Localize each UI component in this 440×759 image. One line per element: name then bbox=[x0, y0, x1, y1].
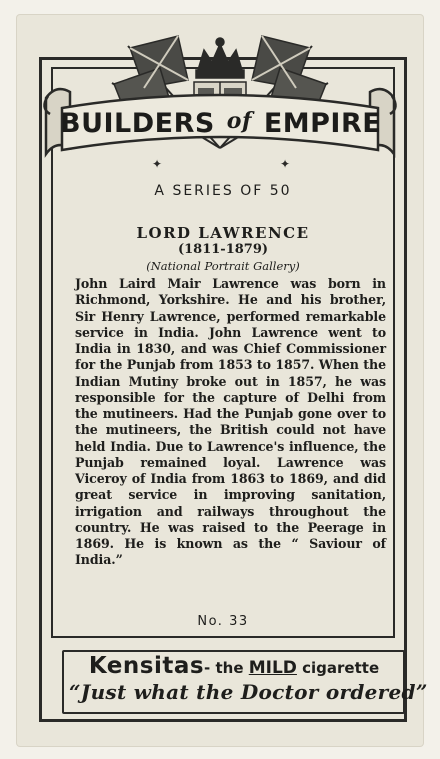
advert-slogan: “Just what the Doctor ordered” bbox=[69, 680, 428, 704]
portrait-credit: (National Portrait Gallery) bbox=[146, 259, 300, 273]
biography-text: John Laird Mair Lawrence was born in Richmond, Yorkshire. He and his brother, Sir Henry Lawrence, performed remarkable service in India. John Lawrence went to India in 1830, and was Chief Commissioner for the Punjab from 1853 to 1857. When the Indian Mutiny broke out in 1857, he was responsible for the capture of Delhi from the mutineers. Had the Punjab gone over to the mutineers, the British could not have held India. Due to Lawrence's influence, the Punjab remained loyal. Lawrence was Viceroy of India from 1863 to 1869, and did great service in improving sanitation, irrigation and railways throughout the country. He was raised to the Peerage in 1869. He is known as the “ Saviour of India.” bbox=[75, 276, 386, 568]
advert-tagline bbox=[204, 659, 379, 677]
card-number: No. 33 bbox=[197, 614, 249, 629]
advert-tag-mild: MILD bbox=[248, 658, 297, 678]
series-count: A SERIES OF 50 bbox=[154, 183, 292, 199]
advert-brand: Kensitas bbox=[88, 653, 205, 679]
subject-dates: (1811-1879) bbox=[177, 242, 269, 257]
subject-heading bbox=[51, 224, 395, 274]
subject-name: LORD LAWRENCE bbox=[136, 224, 310, 242]
series-title bbox=[60, 108, 380, 139]
title-of: of bbox=[226, 108, 252, 134]
svg-text:✦: ✦ bbox=[152, 157, 163, 171]
advert-headline bbox=[69, 653, 399, 679]
advert-tag-prefix: - the bbox=[204, 659, 249, 677]
title-builders: BUILDERS bbox=[60, 108, 215, 139]
title-empire: EMPIRE bbox=[263, 108, 382, 139]
svg-text:✦: ✦ bbox=[280, 157, 291, 171]
advert-tag-suffix: cigarette bbox=[296, 659, 380, 677]
